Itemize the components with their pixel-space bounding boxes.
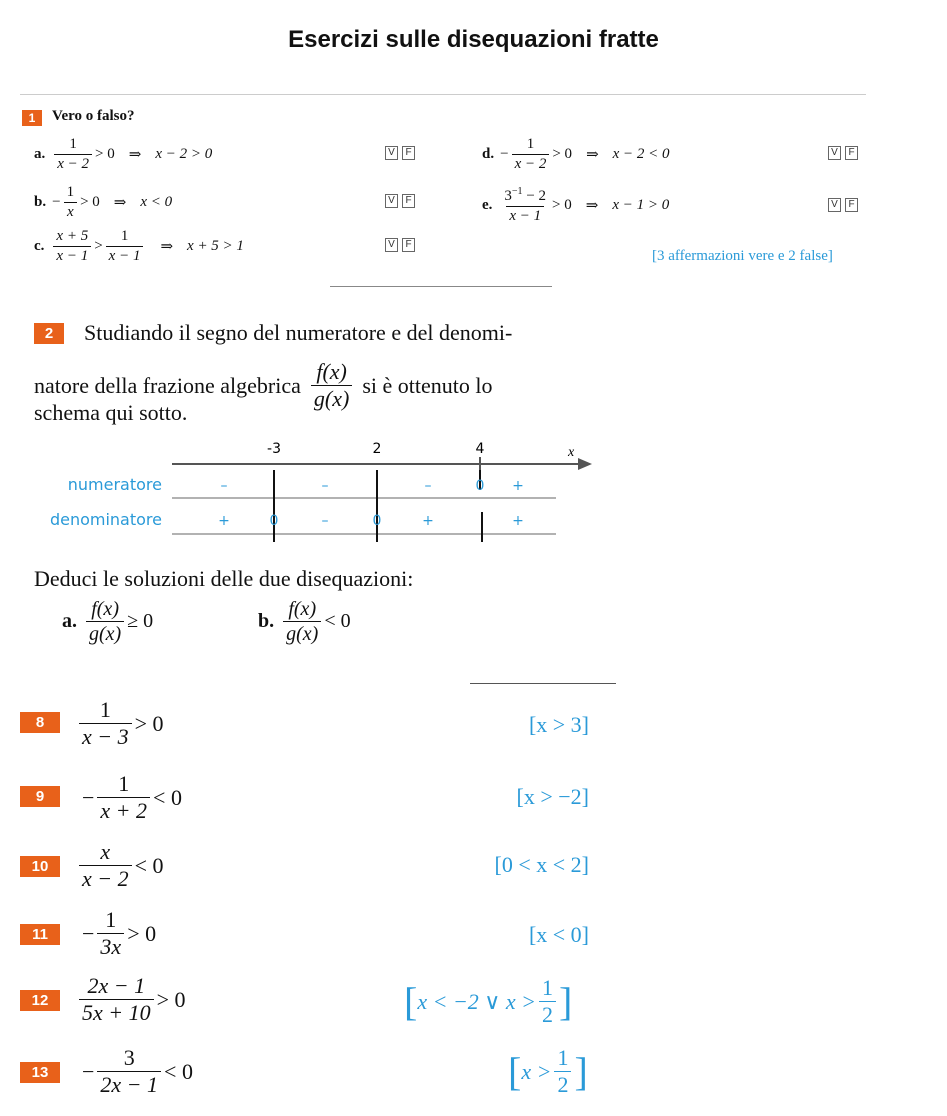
sign-mark: + xyxy=(512,478,524,494)
point-label-4: 4 xyxy=(475,441,485,457)
true-false-boxes[interactable]: V F xyxy=(385,194,415,208)
exercise-8-solution: [x > 3] xyxy=(528,712,589,737)
row-label-numerator: numeratore xyxy=(67,475,162,494)
exercise-13-badge: 13 xyxy=(20,1062,60,1083)
bracket-right: ] xyxy=(574,1048,588,1094)
sign-chart xyxy=(0,430,947,550)
fraction-fg: $\frac{f(x)}{g(x)}$ xyxy=(311,360,352,411)
sign-mark: 0 xyxy=(372,513,382,529)
exercise-13-expression: − $\frac{3}{2x - 1}$ < 0 xyxy=(82,1045,193,1098)
sign-mark: 0 xyxy=(475,478,485,494)
true-false-boxes[interactable]: V F xyxy=(385,146,415,160)
ex2-text-line1: Studiando il segno del numeratore e del denomi- xyxy=(84,320,513,345)
sign-mark: – xyxy=(321,478,329,494)
exercise-11-solution: [x < 0] xyxy=(528,922,589,947)
axis-arrow xyxy=(578,458,592,470)
true-false-boxes[interactable]: V F xyxy=(385,238,415,252)
ex1-item-a: a. $\frac{1}{x - 2}$ > 0 ⇒ x − 2 > 0 xyxy=(34,136,213,172)
divider xyxy=(20,94,866,95)
sign-mark: + xyxy=(512,513,524,529)
row-label-denominator: denominatore xyxy=(49,510,162,529)
exercise-1-heading: Vero o falso? xyxy=(52,108,135,124)
bracket-right: ] xyxy=(559,978,573,1024)
bracket-left: [ xyxy=(508,1048,522,1094)
exercise-8-expression: $\frac{1}{x - 3}$ > 0 xyxy=(76,698,164,749)
ex1-answer: [3 affermazioni vere e 2 false] xyxy=(652,248,833,264)
sign-mark: + xyxy=(422,513,434,529)
exercise-2-badge: 2 xyxy=(34,323,64,344)
ex1-item-d: d. − $\frac{1}{x - 2}$ > 0 ⇒ x − 2 < 0 xyxy=(482,136,670,172)
exercise-1-badge: 1 xyxy=(22,110,42,126)
sign-mark: – xyxy=(424,478,432,494)
ex2-text-line2: natore della frazione algebrica $\frac{f(x)}{g(x)}$ si è ottenuto lo xyxy=(34,359,493,412)
ex2-question-a: a. $\frac{f(x)}{g(x)}$ ≥ 0 xyxy=(62,598,154,645)
exercise-10-badge: 10 xyxy=(20,856,60,877)
item-label: a. xyxy=(34,145,46,162)
fraction: $\frac{1}{x}$ xyxy=(64,184,78,220)
exercise-8-badge: 8 xyxy=(20,712,60,733)
sign-mark: 0 xyxy=(269,513,279,529)
true-false-boxes[interactable]: V F xyxy=(828,146,858,160)
ex1-item-b: b. − $\frac{1}{x}$ > 0 ⇒ x < 0 xyxy=(34,184,173,220)
exercise-11-badge: 11 xyxy=(20,924,60,945)
exercise-13-solution: [ x > $\frac{1}{2}$ ] xyxy=(508,1045,588,1098)
exercise-9-solution: [x > −2] xyxy=(516,784,589,809)
exercise-12-expression: $\frac{2x - 1}{5x + 10}$ > 0 xyxy=(76,974,186,1025)
point-label-minus3: -3 xyxy=(267,441,281,457)
exercise-9-expression: − $\frac{1}{x + 2}$ < 0 xyxy=(82,771,182,824)
bracket-left: [ xyxy=(404,978,418,1024)
divider xyxy=(330,286,552,287)
axis-variable: x xyxy=(568,445,575,460)
true-false-boxes[interactable]: V F xyxy=(828,198,858,212)
implies-arrow: ⇒ xyxy=(128,146,142,163)
ex1-item-c: c. $\frac{x + 5}{x - 1}$ > $\frac{1}{x - 1}$ ⇒ x + 5 > 1 xyxy=(34,228,244,264)
page-title: Esercizi sulle disequazioni fratte xyxy=(288,26,659,53)
point-label-2: 2 xyxy=(372,441,382,457)
sign-mark: – xyxy=(220,478,228,494)
ex2-deduce: Deduci le soluzioni delle due disequazioni: xyxy=(34,566,414,591)
fraction: $\frac{1}{x - 2}$ xyxy=(54,136,92,172)
exercise-10-solution: [0 < x < 2] xyxy=(494,852,589,877)
exercise-9-badge: 9 xyxy=(20,786,60,807)
exercise-11-expression: − $\frac{1}{3x}$ > 0 xyxy=(82,907,157,960)
exercise-10-expression: $\frac{x}{x - 2}$ < 0 xyxy=(76,840,164,891)
exercise-12-solution: [ x < −2 ∨ x > $\frac{1}{2}$ ] xyxy=(404,975,573,1028)
ex2-text-line3: schema qui sotto. xyxy=(34,400,188,425)
ex1-item-e: e. $\frac{3^{-1} - 2}{x - 1}$ > 0 ⇒ x − 1 > 0 xyxy=(482,186,670,224)
exercise-12-badge: 12 xyxy=(20,990,60,1011)
divider xyxy=(470,683,616,684)
sign-mark: – xyxy=(321,513,329,529)
sign-mark: + xyxy=(218,513,230,529)
ex2-question-b: b. $\frac{f(x)}{g(x)}$ < 0 xyxy=(258,598,351,645)
